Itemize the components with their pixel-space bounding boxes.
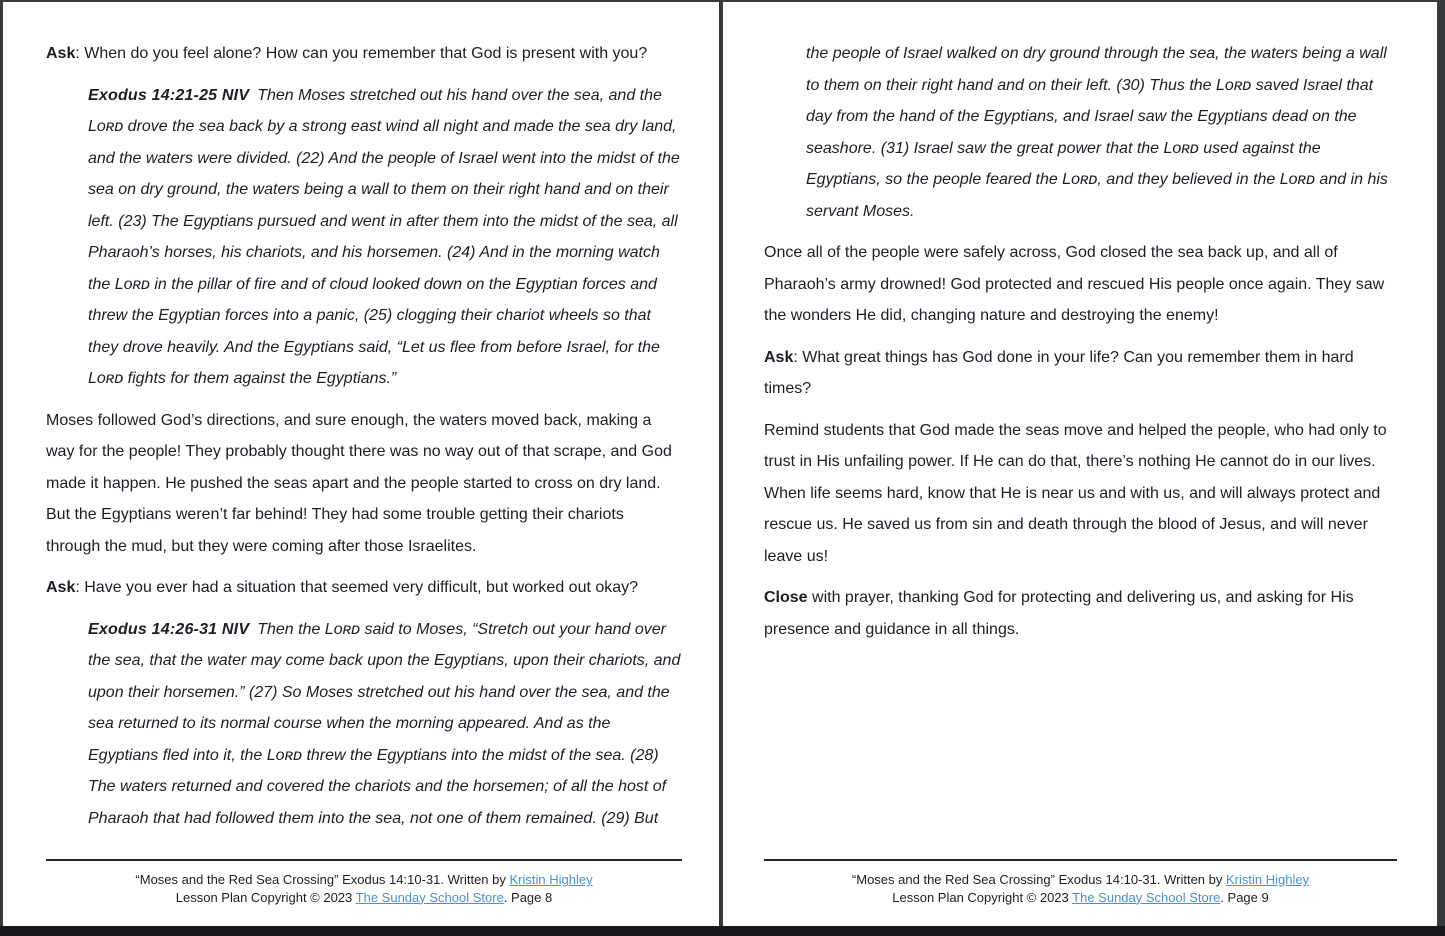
- scripture-reference: Exodus 14:26-31 NIV: [88, 620, 250, 638]
- footer-title-line: [46, 871, 682, 889]
- scripture-block-exodus-14-26-31: [88, 614, 682, 835]
- scripture-continuation: the people of Israel walked on dry ground through the sea, the waters being a wall to them on their right hand and on their left. (30) Thus the Lᴏʀᴅ saved Israel that day from the hand of the Egyptians, and Israel saw the Egyptians dead on the seashore. (31) Israel saw the great power that the Lᴏʀᴅ used against the Egyptians, so the people feared the Lᴏʀᴅ, and they believed in the Lᴏʀᴅ and in his servant Moses.: [806, 45, 1388, 220]
- close-text: with prayer, thanking God for protecting and delivering us, and asking for His presence and guidance in all things.: [764, 589, 1354, 638]
- page-footer: [46, 859, 682, 906]
- close-label: Close: [764, 589, 808, 606]
- ask-label: Ask: [46, 579, 76, 596]
- footer-copyright-text: Lesson Plan Copyright © 2023: [175, 889, 356, 905]
- footer-copyright-text: Lesson Plan Copyright © 2023: [892, 889, 1073, 905]
- scripture-text: Then Moses stretched out his hand over the sea, and the Lᴏʀᴅ drove the sea back by a strong east wind all night and made the sea dry land, and the waters were divided. (22) And the people of Israel went into the midst of the sea on dry ground, the waters being a wall to them on their right hand and on their left. (23) The Egyptians pursued and went in after them into the midst of the sea, all Pharaoh’s horses, his chariots, and his horsemen. (24) And in the morning watch the Lᴏʀᴅ in the pillar of fire and of cloud looked down on the Egyptian forces and threw the Egyptian forces into a panic, (25) clogging their chariot wheels so that they drove heavily. And the Egyptians said, “Let us flee from before Israel, for the Lᴏʀᴅ fights for them against the Egyptians.”: [88, 86, 680, 387]
- footer-title-text: “Moses and the Red Sea Crossing” Exodus 14:10-31. Written by: [135, 872, 510, 887]
- ask-paragraph-1: [46, 38, 682, 70]
- scripture-reference: Exodus 14:21-25 NIV: [88, 86, 250, 104]
- footer-page-number: . Page 8: [503, 889, 553, 905]
- author-link[interactable]: Kristin Highley: [509, 872, 593, 887]
- footer-page-number: . Page 9: [1220, 889, 1269, 905]
- scripture-block-exodus-14-21-25: [88, 80, 682, 395]
- ask-text: : What great things has God done in your life? Can you remember them in hard times?: [764, 348, 1354, 397]
- viewer-bottom-bar: [0, 926, 1445, 936]
- teaching-paragraph: Once all of the people were safely across, God closed the sea back up, and all of Pharaoh’s army drowned! God protected and rescued His people once again. They saw the wonders He did, changing nature and destroying the enemy!: [764, 244, 1385, 324]
- ask-label: Ask: [764, 348, 794, 366]
- scripture-text: Then the Lᴏʀᴅ said to Moses, “Stretch out your hand over the sea, that the water may come back upon the Egyptians, upon their chariots, and upon their horsemen.” (27) So Moses stretched out his hand over the sea, and the sea returned to its normal course when the morning appeared. And as the Egyptians fled into it, the Lᴏʀᴅ threw the Egyptians into the midst of the sea. (28) The waters returned and covered the chariots and the horsemen; of all the host of Pharaoh that had followed them into the sea, not one of them remained. (29) But: [88, 620, 681, 827]
- page-footer: [764, 859, 1397, 906]
- ask-paragraph-2: [46, 572, 682, 604]
- publisher-link[interactable]: The Sunday School Store: [1072, 889, 1221, 905]
- footer-copyright-line: [764, 889, 1397, 907]
- ask-text: : Have you ever had a situation that seemed very difficult, but worked out okay?: [75, 579, 639, 596]
- footer-divider-line: [46, 859, 682, 861]
- footer-divider-line: [764, 859, 1397, 861]
- author-link[interactable]: Kristin Highley: [1225, 872, 1310, 887]
- teaching-paragraph: Moses followed God’s directions, and sure enough, the waters moved back, making a way for the people! They probably thought there was no way out of that scrape, and God made it happen. He pushed the seas apart and the people started to cross on dry land. But the Egyptians weren’t far behind! They had some trouble getting their chariots through the mud, but they were coming after those Israelites.: [46, 411, 672, 555]
- close-paragraph: [764, 582, 1397, 645]
- footer-title-line: [764, 871, 1397, 889]
- footer-title-text: “Moses and the Red Sea Crossing” Exodus 14:10-31. Written by: [851, 872, 1226, 887]
- lesson-plan-page-8: [3, 2, 719, 926]
- remind-paragraph: Remind students that God made the seas move and helped the people, who had only to trust in His unfailing power. If He can do that, there’s nothing He cannot do in our lives. When life seems hard, know that He is near us and with us, and will always protect and rescue us. He saved us from sin and death through the blood of Jesus, and will never leave us!: [764, 421, 1387, 565]
- ask-paragraph: [764, 342, 1397, 405]
- footer-copyright-line: [46, 889, 682, 907]
- ask-label: Ask: [46, 45, 76, 62]
- lesson-plan-page-9: [723, 2, 1437, 926]
- ask-text: : When do you feel alone? How can you remember that God is present with you?: [75, 45, 648, 62]
- publisher-link[interactable]: The Sunday School Store: [355, 889, 504, 905]
